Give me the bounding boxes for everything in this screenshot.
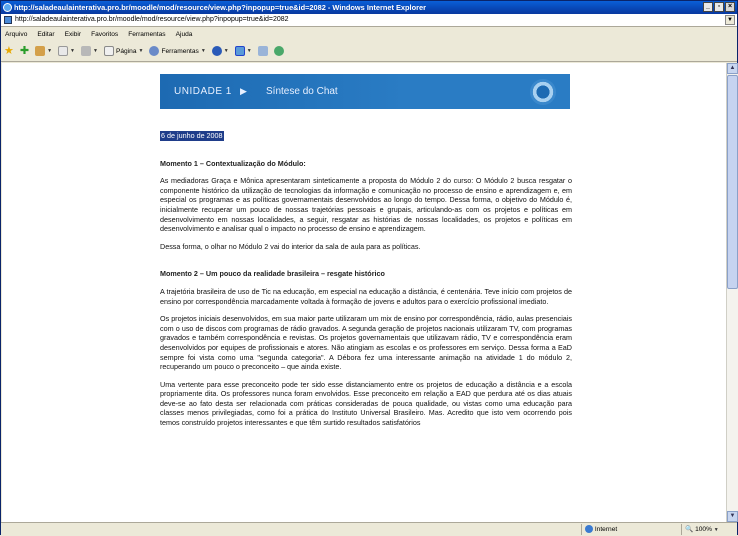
unit-banner	[160, 74, 570, 109]
chevron-down-icon: ▼	[138, 48, 144, 54]
chevron-down-icon: ▼	[47, 48, 53, 54]
title-bar[interactable]	[1, 1, 737, 14]
discuss-icon	[274, 46, 284, 56]
address-url[interactable]: http://saladeaulainterativa.pro.br/moodle/mod/resource/view.php?inpopup=true&id=2082	[15, 16, 289, 23]
favorites-button[interactable]	[4, 46, 14, 56]
minimize-button[interactable]: _	[703, 2, 713, 12]
research-button[interactable]	[235, 46, 252, 56]
address-dropdown-button[interactable]: ▼	[725, 15, 735, 25]
home-icon	[35, 46, 45, 56]
address-bar[interactable]	[1, 14, 737, 27]
paragraph-4: Os projetos iniciais desenvolvidos, em sua maior parte utilizaram um mix de ensino por correspondência, rádio, aulas presenciais com o uso de discos com programas de rádio gravados. A segunda geração de projetos nacionais utilizaram TV, com programas gravados e também correspondência e revistas. Os projetos governamentais que utilizavam rádio, TV e correspondência eram desenvolvidos por equipes de profissionais e atores. Não atingiam as escolas e os professores em serviço. Dessa forma a EaD sempre foi vista como uma "segunda categoria". A Débora fez uma interessante animação na atividade 1 do módulo 2, recuperando um pouco o preconceito – que ainda existe.	[160, 314, 572, 372]
security-zone[interactable]	[581, 524, 681, 535]
add-favorites-button[interactable]	[20, 46, 29, 56]
section-heading-2: Momento 2 – Um pouco da realidade brasileira – resgate histórico	[160, 269, 385, 279]
chevron-down-icon: ▼	[223, 48, 229, 54]
add-favorite-icon: ✚	[19, 45, 30, 57]
zoom-level: 100%	[695, 526, 712, 533]
document-date: 6 de junho de 2008	[161, 131, 223, 140]
feeds-button[interactable]	[58, 46, 75, 56]
messenger-icon	[258, 46, 268, 56]
command-bar	[1, 41, 737, 62]
print-icon	[81, 46, 91, 56]
window-controls	[703, 2, 735, 12]
scroll-down-button[interactable]: ▼	[727, 511, 738, 522]
chevron-down-icon: ▼	[93, 48, 98, 54]
banner-subtitle: Síntese do Chat	[266, 86, 338, 97]
menu-editar[interactable]: Editar	[37, 30, 55, 38]
chevron-down-icon: ▼	[200, 48, 206, 54]
menu-favoritos[interactable]: Favoritos	[91, 30, 119, 38]
chevron-down-icon: ▼	[70, 48, 75, 54]
window-title: http://saladeaulainterativa.pro.br/moodle/mod/resource/view.php?inpopup=true&id=2082 - Windows Internet Explorer	[14, 3, 426, 12]
zone-label: Internet	[594, 526, 618, 533]
menu-bar	[1, 27, 737, 41]
menu-ajuda[interactable]: Ajuda	[175, 30, 193, 38]
help-icon	[212, 46, 222, 56]
print-button[interactable]	[81, 46, 98, 56]
home-button[interactable]	[35, 46, 52, 56]
status-bar	[1, 522, 737, 535]
menu-arquivo[interactable]: Arquivo	[5, 30, 28, 38]
messenger-button[interactable]	[258, 46, 268, 56]
page-favicon-icon	[4, 16, 12, 24]
star-icon: ★	[4, 45, 14, 57]
chevron-down-icon: ▼	[246, 48, 252, 54]
globe-icon	[585, 525, 593, 533]
maximize-button[interactable]: ▫	[714, 2, 724, 12]
chevron-down-icon: ▼	[713, 527, 719, 533]
paragraph-3: A trajetória brasileira de uso de Tic na educação, em especial na educação a distância, é centenária. Teve início com projetos de ensino por correspondência marcadamente voltada à formação de jovens e adultos para o exercício profissional imediato.	[160, 286, 572, 306]
help-button[interactable]	[212, 46, 229, 56]
close-button[interactable]: ×	[725, 2, 735, 12]
paragraph-2: Dessa forma, o olhar no Módulo 2 vai do interior da sala de aula para as políticas.	[160, 241, 421, 251]
menu-ferramentas[interactable]: Ferramentas	[128, 30, 166, 38]
scroll-thumb[interactable]	[727, 75, 738, 289]
page-content	[2, 63, 726, 522]
tools-menu-button[interactable]	[149, 46, 205, 56]
page-menu-label: Página	[115, 47, 137, 55]
tools-menu-label: Ferramentas	[161, 47, 199, 55]
vertical-scrollbar[interactable]	[726, 63, 738, 522]
discuss-button[interactable]	[274, 46, 284, 56]
page-menu-button[interactable]	[104, 46, 144, 56]
zoom-control[interactable]	[681, 524, 737, 535]
chat-summary-document	[160, 125, 572, 428]
banner-unit: UNIDADE 1	[174, 86, 232, 97]
zoom-icon: 🔍	[685, 526, 694, 533]
menu-exibir[interactable]: Exibir	[64, 30, 82, 38]
course-logo-icon	[530, 79, 556, 105]
research-icon	[235, 46, 245, 56]
scroll-up-button[interactable]: ▲	[727, 63, 738, 74]
gear-icon	[149, 46, 159, 56]
ie-logo-icon	[3, 3, 12, 12]
section-heading-1: Momento 1 – Contextualização do Módulo:	[160, 158, 306, 168]
feeds-icon	[58, 46, 68, 56]
page-icon	[104, 46, 114, 56]
paragraph-1: As mediadoras Graça e Mônica apresentaram sinteticamente a proposta do Módulo 2 do curso: O Módulo 2 busca resgatar o componente histórico da utilização de tecnologias da informação e comunicação no processo de ensino e aprendizagem e, em especial os programas e as políticas governamentais desenvolvidos ao longo do tempo. Dessa forma, o objetivo do Módulo é, inicialmente recuperar um pouco de nossas trajetórias pessoais e grupais, articulando-as com os projetos e políticas em desenvolvimento em nossas localidades, a seguir, resgatar as histórias de nossas localidades, os projetos e políticas em desenvolvimento e analisar qual o impacto no processo de ensino e aprendizagem.	[160, 176, 572, 234]
paragraph-5: Uma vertente para esse preconceito pode ter sido esse distanciamento entre os projetos de educação a distância e a escola propriamente dita. Os professores nunca foram envolvidos. Esse preconceito em relação a EAD que perdura até os dias atuais deve-se ao fato desta ser relacionada com práticas consideradas de pouca qualidade, ou vistas como uma educação para classes menos privilegiadas, como foi a prática do Instituto Universal Brasileiro. Mas. Acredito que isto vem ocorrendo pois temos construído projetos interessantes e que têm surtido resultados satisfatórios	[160, 379, 572, 428]
banner-arrow-icon: ▶	[240, 86, 247, 96]
